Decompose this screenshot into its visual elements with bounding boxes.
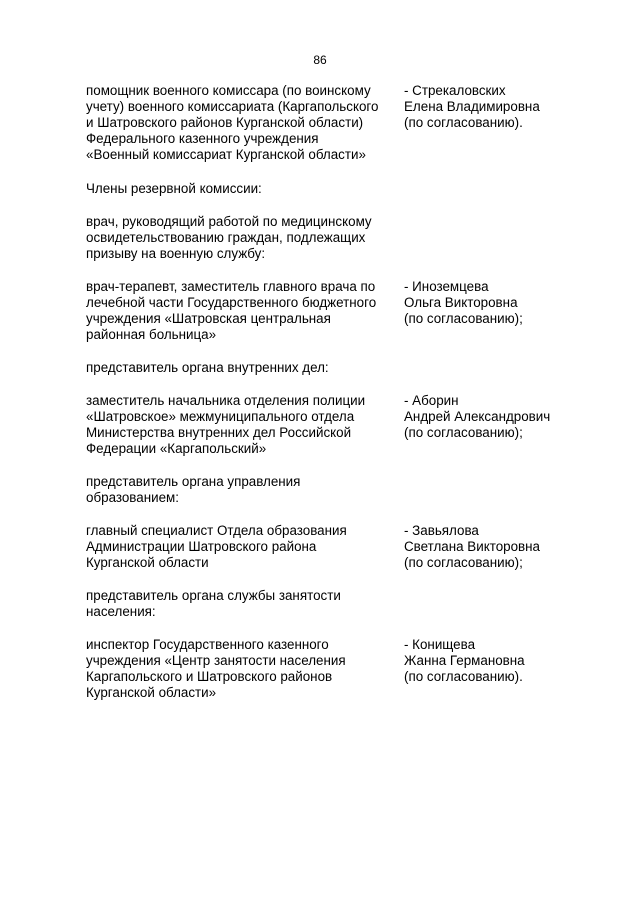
member-position: врач-терапевт, заместитель главного врача по лечебной части Государственного бюджетного учреждения «Шатровская центральная районная больница» [86, 279, 377, 342]
member-entry [86, 83, 566, 163]
section-heading: представитель органа внутренних дел: [86, 360, 329, 375]
member-name: - Конищева Жанна Германовна (по согласованию). [404, 637, 525, 684]
member-name: - Иноземцева Ольга Викторовна (по согласованию); [404, 279, 523, 326]
member-name: - Стрекаловских Елена Владимировна (по согласованию). [404, 83, 540, 130]
member-entry [86, 279, 566, 343]
section-heading: Члены резервной комиссии: [86, 181, 262, 196]
page-number: 86 [313, 53, 327, 67]
section-heading: врач, руководящий работой по медицинскому освидетельствованию граждан, подлежащих призыву на военную службу: [86, 214, 372, 261]
member-position: заместитель начальника отделения полиции «Шатровское» межмуниципального отдела Министерства внутренних дел Российской Федерации «Каргапольский» [86, 393, 366, 456]
section-heading: представитель органа службы занятости населения: [86, 588, 341, 619]
member-entry [86, 523, 566, 571]
member-name: - Завьялова Светлана Викторовна (по согласованию); [404, 523, 540, 570]
member-entry [86, 637, 566, 701]
member-name: - Аборин Андрей Александрович (по согласованию); [404, 393, 551, 440]
commission-list [86, 83, 566, 718]
member-position: инспектор Государственного казенного учреждения «Центр занятости населения Каргапольского и Шатровского районов Курганской области» [86, 637, 346, 700]
member-position: помощник военного комиссара (по воинскому учету) военного комиссариата (Каргапольского и Шатровского районов Курганской области) Федерального казенного учреждения «Военный комиссариат Курганской области» [86, 83, 379, 162]
section-heading: представитель органа управления образованием: [86, 474, 301, 505]
member-entry [86, 393, 566, 457]
member-position: главный специалист Отдела образования Администрации Шатровского района Курганской области [86, 523, 347, 570]
